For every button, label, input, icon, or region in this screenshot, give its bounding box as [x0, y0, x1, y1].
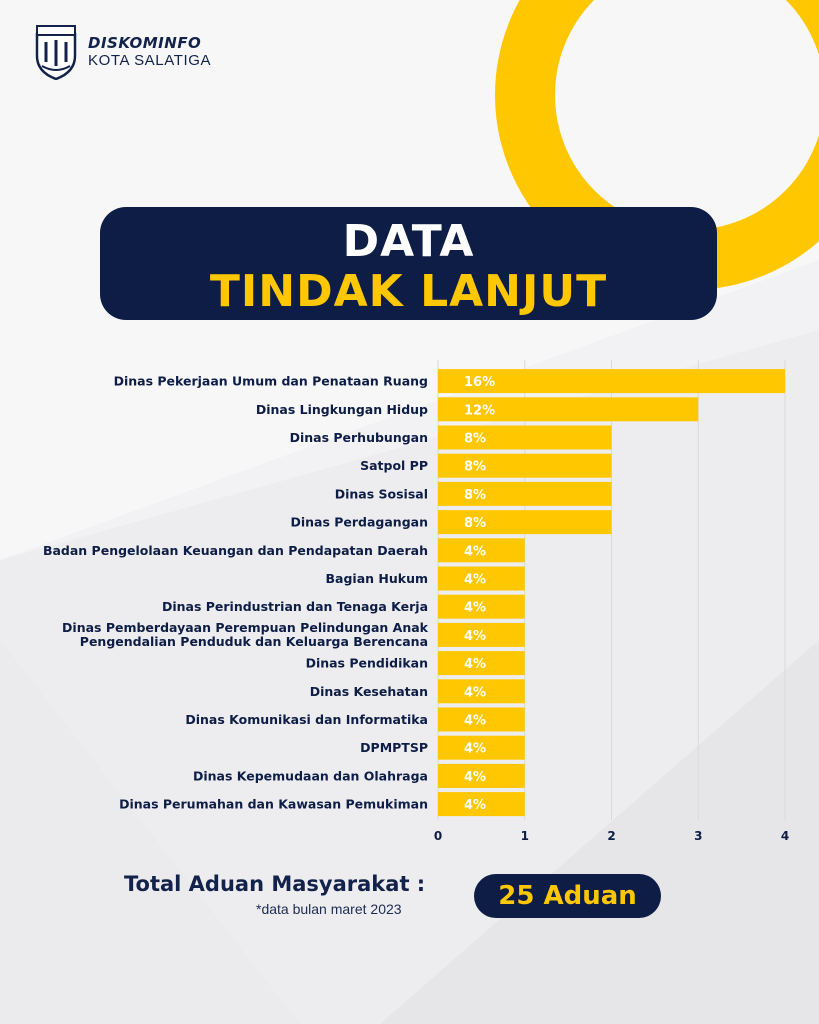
x-tick-label: 0: [433, 829, 443, 844]
bar-value-label: 4%: [464, 572, 487, 588]
bar-value-label: 16%: [464, 375, 496, 391]
category-label: Dinas Sosisal: [334, 486, 428, 502]
bar-value-label: 4%: [464, 544, 487, 560]
bar-value-label: 4%: [464, 600, 487, 616]
total-label: Total Aduan Masyarakat :: [124, 872, 426, 896]
category-label: Dinas Kepemudaan dan Olahraga: [192, 768, 428, 784]
bar-value-label: 8%: [464, 487, 487, 503]
brand-city: KOTA SALATIGA: [88, 52, 212, 69]
title-line-1: DATA: [342, 216, 475, 267]
bar-chart: [0, 360, 819, 850]
bar-value-label: 4%: [464, 628, 487, 644]
category-label: Dinas Pendidikan: [305, 655, 428, 671]
brand-name: DISKOMINFO: [88, 34, 202, 52]
x-tick-label: 2: [607, 829, 616, 844]
x-tick-label: 4: [780, 829, 790, 844]
bar-value-label: 4%: [464, 657, 487, 673]
category-label: Badan Pengelolaan Keuangan dan Pendapatan Daerah: [42, 542, 428, 558]
category-label: Satpol PP: [360, 458, 428, 474]
total-value-badge: 25 Aduan: [474, 874, 661, 918]
category-label: [62, 620, 429, 649]
category-label: Dinas Kesehatan: [309, 683, 428, 699]
brand: [88, 34, 211, 70]
category-label: Dinas Lingkungan Hidup: [255, 401, 428, 417]
bar-value-label: 12%: [464, 403, 496, 419]
bar-value-label: 4%: [464, 741, 487, 757]
bar-value-label: 4%: [464, 713, 487, 729]
bar-value-label: 4%: [464, 798, 487, 814]
category-label: Dinas Pekerjaan Umum dan Penataan Ruang: [113, 373, 428, 389]
bar-value-label: 4%: [464, 769, 487, 785]
category-label-line: Pengendalian Penduduk dan Keluarga Berencana: [79, 633, 428, 649]
x-tick-label: 1: [520, 829, 529, 844]
category-label: DPMPTSP: [360, 740, 428, 756]
bar-value-label: 8%: [464, 459, 487, 475]
bar-value-label: 8%: [464, 516, 487, 532]
category-label: Bagian Hukum: [325, 571, 428, 586]
bar-value-label: 4%: [464, 685, 487, 701]
category-label: Dinas Perhubungan: [289, 430, 428, 445]
bar-value-label: 8%: [464, 431, 487, 447]
data-note: *data bulan maret 2023: [256, 901, 402, 917]
category-label: Dinas Perumahan dan Kawasan Pemukiman: [119, 796, 428, 812]
category-label: Dinas Perdagangan: [290, 514, 428, 530]
category-label-line: Dinas Pemberdayaan Perempuan Pelindungan Anak: [62, 619, 428, 635]
title-banner: [100, 207, 717, 320]
salatiga-logo: [34, 24, 78, 80]
x-tick-label: 3: [694, 829, 703, 844]
category-label: Dinas Komunikasi dan Informatika: [185, 712, 428, 727]
category-label: Dinas Perindustrian dan Tenaga Kerja: [161, 599, 428, 615]
title-line-2: TINDAK LANJUT: [209, 266, 608, 317]
